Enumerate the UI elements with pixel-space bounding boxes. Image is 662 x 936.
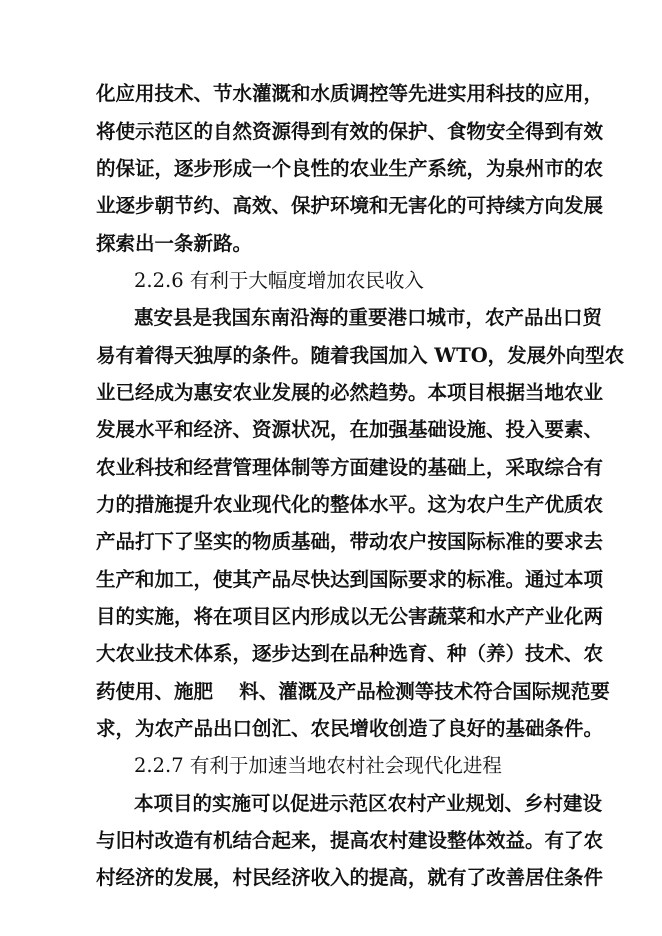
- paragraph-line: 将使示范区的自然资源得到有效的保护、食物安全得到有效: [96, 120, 604, 143]
- paragraph-line: 农业科技和经营管理体制等方面建设的基础上，采取综合有: [96, 456, 604, 479]
- paragraph-line: 业已经成为惠安农业发展的必然趋势。本项目根据当地农业: [96, 381, 604, 404]
- paragraph-line: 易有着得天独厚的条件。随着我国加入 WTO，发展外向型农: [96, 344, 625, 367]
- paragraph-line: 药使用、施肥 料、灌溉及产品检测等技术符合国际规范要: [96, 680, 610, 703]
- paragraph-line: 化应用技术、节水灌溉和水质调控等先进实用科技的应用，: [96, 82, 604, 105]
- paragraph-line: 力的措施提升农业现代化的整体水平。这为农户生产优质农: [96, 493, 604, 516]
- paragraph-line: 本项目的实施可以促进示范区农村产业规划、乡村建设: [134, 792, 603, 815]
- paragraph-line: 村经济的发展，村民经济收入的提高，就有了改善居住条件: [96, 866, 604, 889]
- paragraph-line: 惠安县是我国东南沿海的重要港口城市，农产品出口贸: [134, 306, 603, 329]
- section-heading-2-2-6: 2.2.6 有利于大幅度增加农民收入: [134, 269, 424, 292]
- paragraph-line: 求，为农产品出口创汇、农民增收创造了良好的基础条件。: [96, 717, 604, 740]
- paragraph-line: 的保证，逐步形成一个良性的农业生产系统，为泉州市的农: [96, 157, 604, 180]
- paragraph-line: 与旧村改造有机结合起来，提高农村建设整体效益。有了农: [96, 829, 604, 852]
- paragraph-line: 探索出一条新路。: [96, 232, 253, 255]
- section-heading-2-2-7: 2.2.7 有利于加速当地农村社会现代化进程: [134, 754, 502, 777]
- paragraph-line: 产品打下了坚实的物质基础，带动农户按国际标准的要求去: [96, 530, 604, 553]
- paragraph-line: 目的实施，将在项目区内形成以无公害蔬菜和水产产业化两: [96, 605, 604, 628]
- paragraph-line: 发展水平和经济、资源状况，在加强基础设施、投入要素、: [96, 418, 604, 441]
- paragraph-line: 业逐步朝节约、高效、保护环境和无害化的可持续方向发展: [96, 194, 604, 217]
- paragraph-line: 大农业技术体系，逐步达到在品种选育、种（养）技术、农: [96, 642, 604, 665]
- paragraph-line: 生产和加工，使其产品尽快达到国际要求的标准。通过本项: [96, 568, 604, 591]
